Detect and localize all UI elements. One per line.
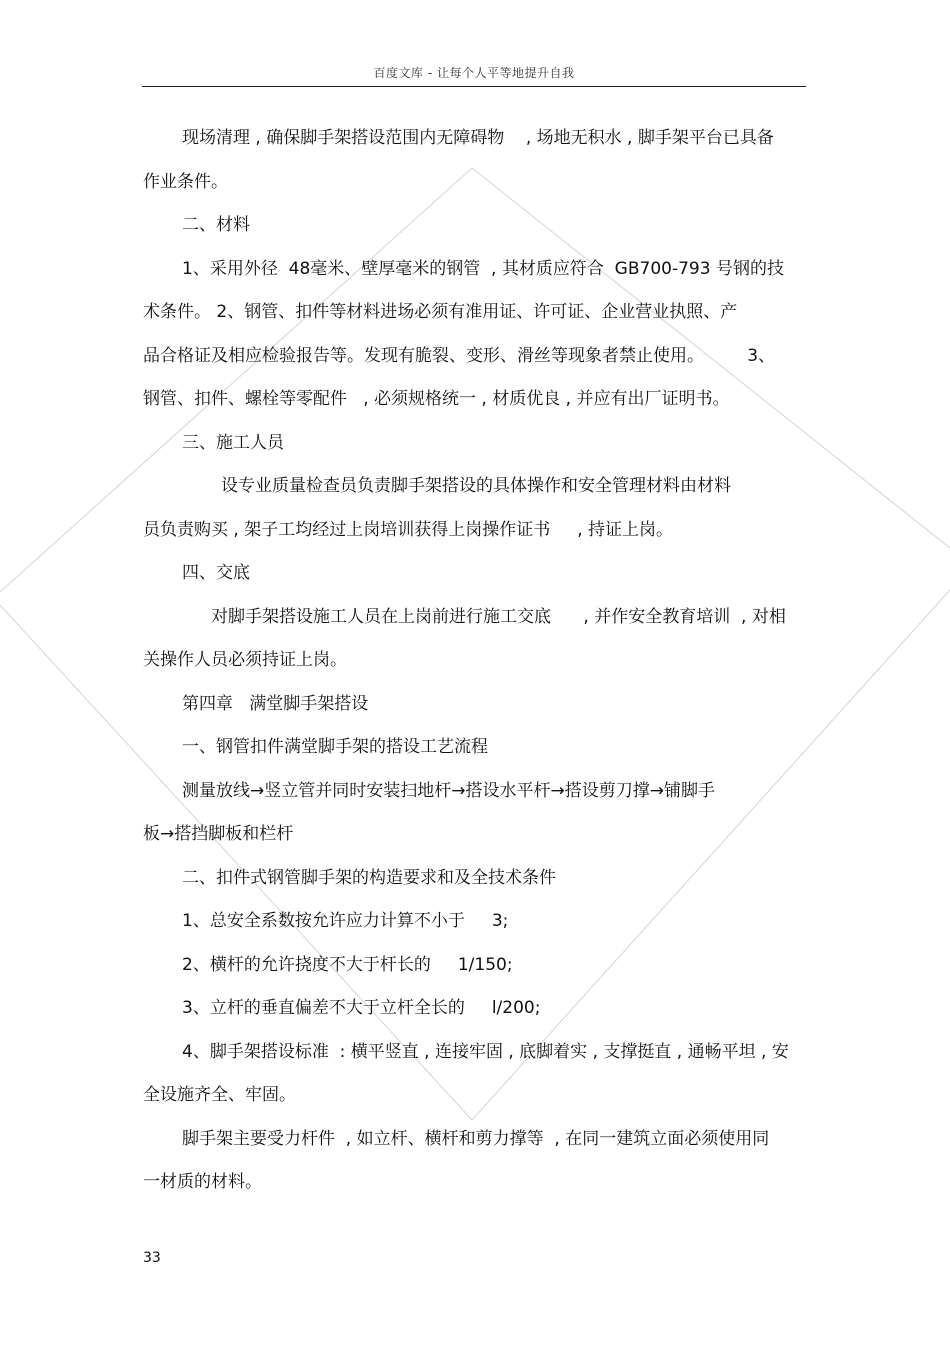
paragraph-line: 品合格证及相应检验报告等。发现有脆裂、变形、滑丝等现象者禁止使用。 3、: [143, 345, 776, 366]
list-item: 1、总安全系数按允许应力计算不小于 3;: [182, 911, 509, 931]
paragraph-line: 术条件。 2、钢管、扣件等材料进场必须有准用证、许可证、企业营业执照、产: [143, 302, 738, 322]
section-heading: 二、材料: [182, 215, 250, 235]
section-heading: 一、钢管扣件满堂脚手架的搭设工艺流程: [182, 737, 488, 757]
list-item: 2、横杆的允许挠度不大于杆长的 1/150;: [182, 954, 513, 975]
paragraph-line: 板→搭挡脚板和栏杆: [143, 824, 294, 844]
paragraph-line: 1、采用外径 48毫米、壁厚毫米的钢管 , 其材质应符合 GB700-793 号钢的技: [182, 258, 784, 279]
paragraph-line: 设专业质量检查员负责脚手架搭设的具体操作和安全管理材料由材料: [221, 476, 731, 496]
list-item: 4、脚手架搭设标准 : 横平竖直 , 连接牢固 , 底脚着实 , 支撑挺直 , 通畅平坦 , 安: [182, 1041, 789, 1062]
paragraph-line: 钢管、扣件、螺栓等零配件 , 必须规格统一 , 材质优良 , 并应有出厂证明书。: [143, 389, 730, 409]
paragraph-line: 员负责购买 , 架子工均经过上岗培训获得上岗操作证书 , 持证上岗。: [143, 519, 674, 540]
page-number: 33: [143, 1250, 161, 1266]
paragraph-line: 脚手架主要受力杆件 , 如立杆、横杆和剪力撑等 , 在同一建筑立面必须使用同: [182, 1128, 770, 1149]
header-divider: [142, 86, 806, 87]
paragraph-line: 全设施齐全、牢固。: [143, 1085, 296, 1105]
document-body: [143, 117, 807, 1205]
section-heading: 二、扣件式钢管脚手架的构造要求和及全技术条件: [182, 867, 556, 888]
paragraph-line: 一材质的材料。: [143, 1172, 262, 1192]
section-heading: 三、施工人员: [182, 432, 284, 453]
paragraph-line: 对脚手架搭设施工人员在上岗前进行施工交底 , 并作安全教育培训 , 对相: [211, 606, 786, 627]
paragraph-line: 现场清理 , 确保脚手架搭设范围内无障碍物 , 场地无积水 , 脚手架平台已具备: [182, 128, 774, 148]
paragraph-line: 测量放线→竖立管并同时安装扫地杆→搭设水平杆→搭设剪刀撑→铺脚手: [182, 780, 715, 801]
page-header: 百度文库 - 让每个人平等地提升自我: [373, 66, 575, 80]
paragraph-line: 关操作人员必须持证上岗。: [143, 650, 347, 670]
list-item: 3、立杆的垂直偏差不大于立杆全长的 l/200;: [182, 998, 541, 1018]
paragraph-line: 作业条件。: [143, 171, 228, 192]
chapter-heading: 第四章 满堂脚手架搭设: [182, 693, 369, 714]
section-heading: 四、交底: [182, 563, 250, 583]
